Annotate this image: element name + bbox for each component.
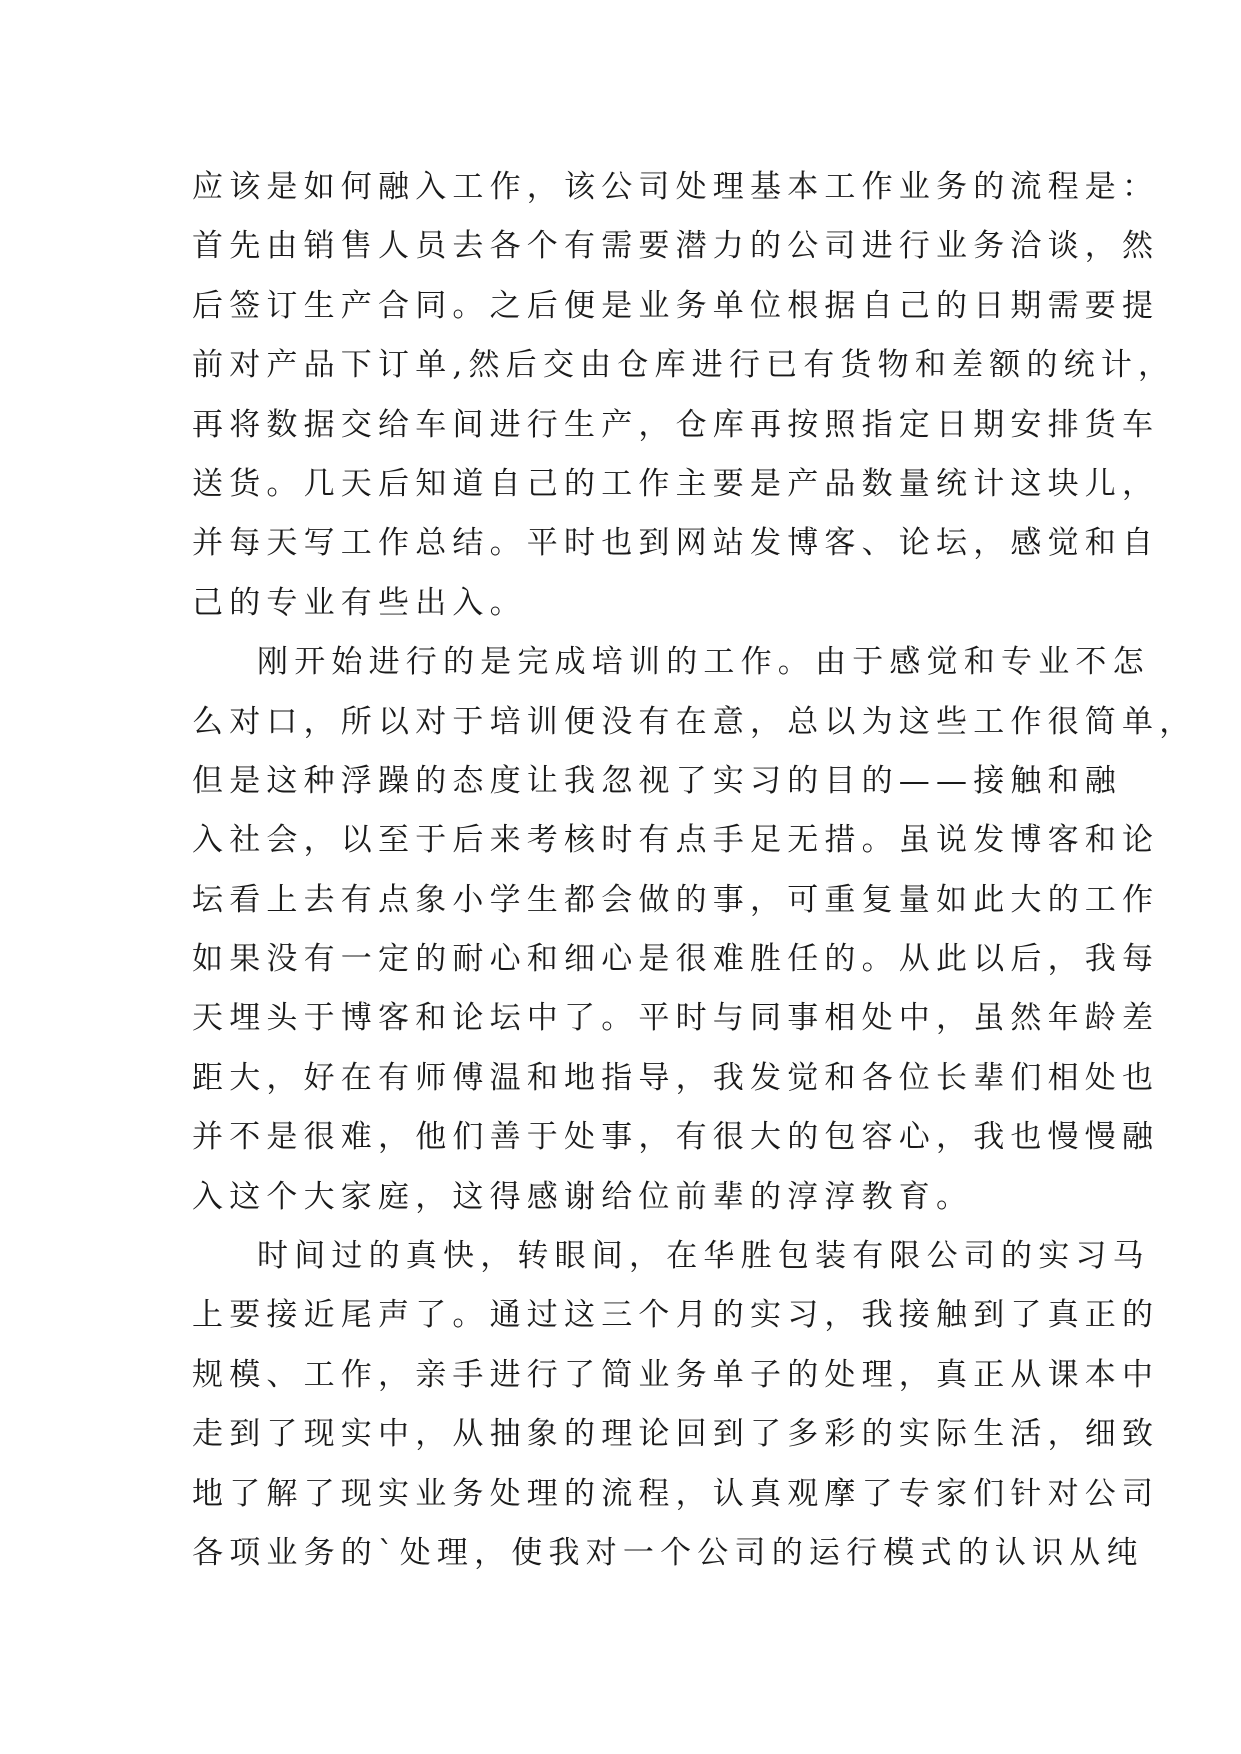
text-line: 后签订生产合同。之后便是业务单位根据自己的日期需要提 <box>192 287 1160 324</box>
text-line: 规模、工作，亲手进行了简业务单子的处理，真正从课本中 <box>192 1356 1160 1393</box>
text-line: 么对口，所以对于培训便没有在意，总以为这些工作很简单， <box>192 703 1197 740</box>
paragraph-start-line: 时间过的真快，转眼间，在华胜包装有限公司的实习马 <box>257 1238 1150 1275</box>
text-line: 并不是很难，他们善于处事，有很大的包容心，我也慢慢融 <box>192 1119 1160 1156</box>
text-line: 各项业务的`处理，使我对一个公司的运行模式的认识从纯 <box>192 1534 1144 1571</box>
paragraph-start-line: 刚开始进行的是完成培训的工作。由于感觉和专业不怎 <box>257 644 1150 681</box>
text-line: 首先由销售人员去各个有需要潜力的公司进行业务洽谈，然 <box>192 228 1160 265</box>
text-line: 前对产品下订单,然后交由仓库进行已有货物和差额的统计， <box>192 347 1176 384</box>
text-line: 如果没有一定的耐心和细心是很难胜任的。从此以后，我每 <box>192 941 1160 978</box>
text-line: 送货。几天后知道自己的工作主要是产品数量统计这块儿， <box>192 465 1160 502</box>
text-line: 应该是如何融入工作，该公司处理基本工作业务的流程是： <box>192 169 1160 205</box>
text-line: 再将数据交给车间进行生产，仓库再按照指定日期安排货车 <box>192 406 1160 443</box>
text-line: 走到了现实中，从抽象的理论回到了多彩的实际生活，细致 <box>192 1416 1160 1453</box>
text-line: 地了解了现实业务处理的流程，认真观摩了专家们针对公司 <box>192 1475 1160 1512</box>
text-line: 天埋头于博客和论坛中了。平时与同事相处中，虽然年龄差 <box>192 1000 1160 1037</box>
text-line: 坛看上去有点象小学生都会做的事，可重复量如此大的工作 <box>192 881 1160 918</box>
text-line: 上要接近尾声了。通过这三个月的实习，我接触到了真正的 <box>192 1297 1160 1334</box>
text-line: 并每天写工作总结。平时也到网站发博客、论坛，感觉和自 <box>192 525 1160 562</box>
text-line: 入这个大家庭，这得感谢给位前辈的淳淳教育。 <box>192 1178 974 1215</box>
text-line: 入社会，以至于后来考核时有点手足无措。虽说发博客和论 <box>192 822 1160 859</box>
text-line: 距大，好在有师傅温和地指导，我发觉和各位长辈们相处也 <box>192 1059 1160 1096</box>
body-text <box>192 158 1197 1583</box>
text-line: 但是这种浮躁的态度让我忽视了实习的目的——接触和融 <box>192 762 1122 799</box>
text-line: 己的专业有些出入。 <box>192 584 527 621</box>
